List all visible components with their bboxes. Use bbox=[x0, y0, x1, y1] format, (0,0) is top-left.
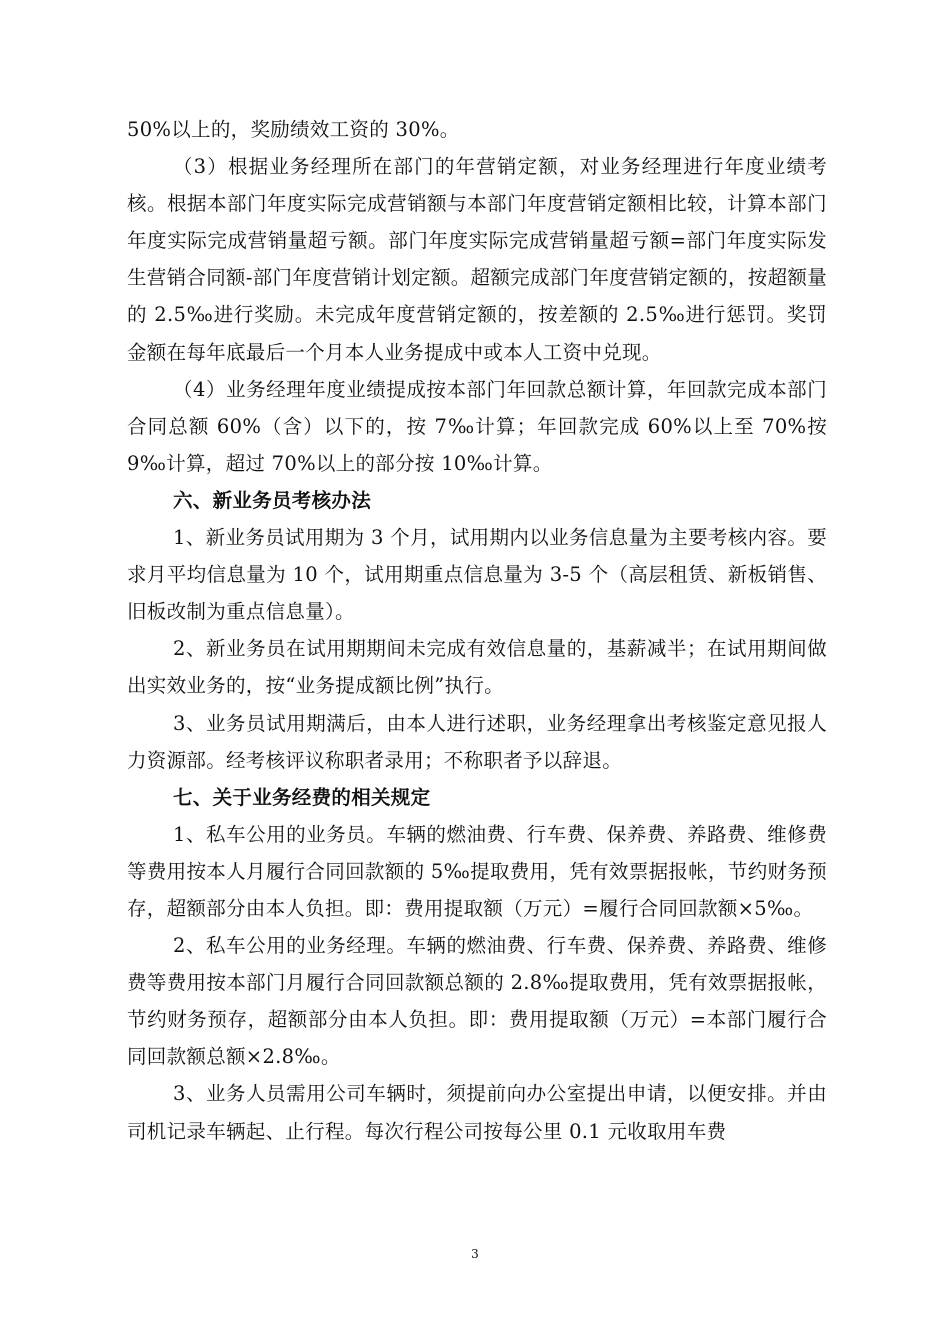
paragraph-section6-item-1: 1、新业务员试用期为 3 个月，试用期内以业务信息量为主要考核内容。要求月平均信息量为 10 个，试用期重点信息量为 3-5 个（高层租赁、新板销售、旧板改制为重点信息量）。 bbox=[127, 526, 827, 624]
paragraph-section7-item-3: 3、业务人员需用公司车辆时，须提前向办公室提出申请，以便安排。并由司机记录车辆起、止行程。每次行程公司按每公里 0.1 元收取用车费 bbox=[127, 1082, 827, 1143]
paragraph-continuation: 50%以上的，奖励绩效工资的 30%。 bbox=[127, 118, 460, 141]
page-number: 3 bbox=[471, 1247, 479, 1261]
page-body bbox=[127, 111, 827, 1150]
paragraph-section6-item-3: 3、业务员试用期满后，由本人进行述职，业务经理拿出考核鉴定意见报人力资源部。经考核评议称职者录用；不称职者予以辞退。 bbox=[127, 711, 827, 772]
paragraph-section7-item-2: 2、私车公用的业务经理。车辆的燃油费、行车费、保养费、养路费、维修费等费用按本部门月履行合同回款额总额的 2.8‰提取费用，凭有效票据报帐，节约财务预存，超额部分由本人负担。即：费用提取额（万元）=本部门履行合同回款额总额×2.8‰。 bbox=[127, 934, 827, 1069]
paragraph-section6-item-2: 2、新业务员在试用期期间未完成有效信息量的，基薪减半；在试用期间做出实效业务的，按“业务提成额比例”执行。 bbox=[127, 637, 827, 698]
paragraph-item-3: （3）根据业务经理所在部门的年营销定额，对业务经理进行年度业绩考核。根据本部门年度实际完成营销额与本部门年度营销定额相比较，计算本部门年度实际完成营销量超亏额。部门年度实际完成营销量超亏额=部门年度实际发生营销合同额-部门年度营销计划定额。超额完成部门年度营销定额的，按超额量的 2.5‰进行奖励。未完成年度营销定额的，按差额的 2.5‰进行惩罚。奖罚金额在每年底最后一个月本人业务提成中或本人工资中兑现。 bbox=[127, 155, 827, 364]
paragraph-section7-item-1: 1、私车公用的业务员。车辆的燃油费、行车费、保养费、养路费、维修费等费用按本人月履行合同回款额的 5‰提取费用，凭有效票据报帐，节约财务预存，超额部分由本人负担。即：费用提取额（万元）=履行合同回款额×5‰。 bbox=[127, 822, 827, 920]
section-heading-6: 六、新业务员考核办法 bbox=[173, 488, 372, 512]
section-heading-7: 七、关于业务经费的相关规定 bbox=[173, 785, 431, 809]
paragraph-item-4: （4）业务经理年度业绩提成按本部门年回款总额计算，年回款完成本部门合同总额 60%（含）以下的，按 7‰计算；年回款完成 60%以上至 70%按 9‰计算，超过 70%以上的部分按 10‰计算。 bbox=[127, 377, 827, 475]
